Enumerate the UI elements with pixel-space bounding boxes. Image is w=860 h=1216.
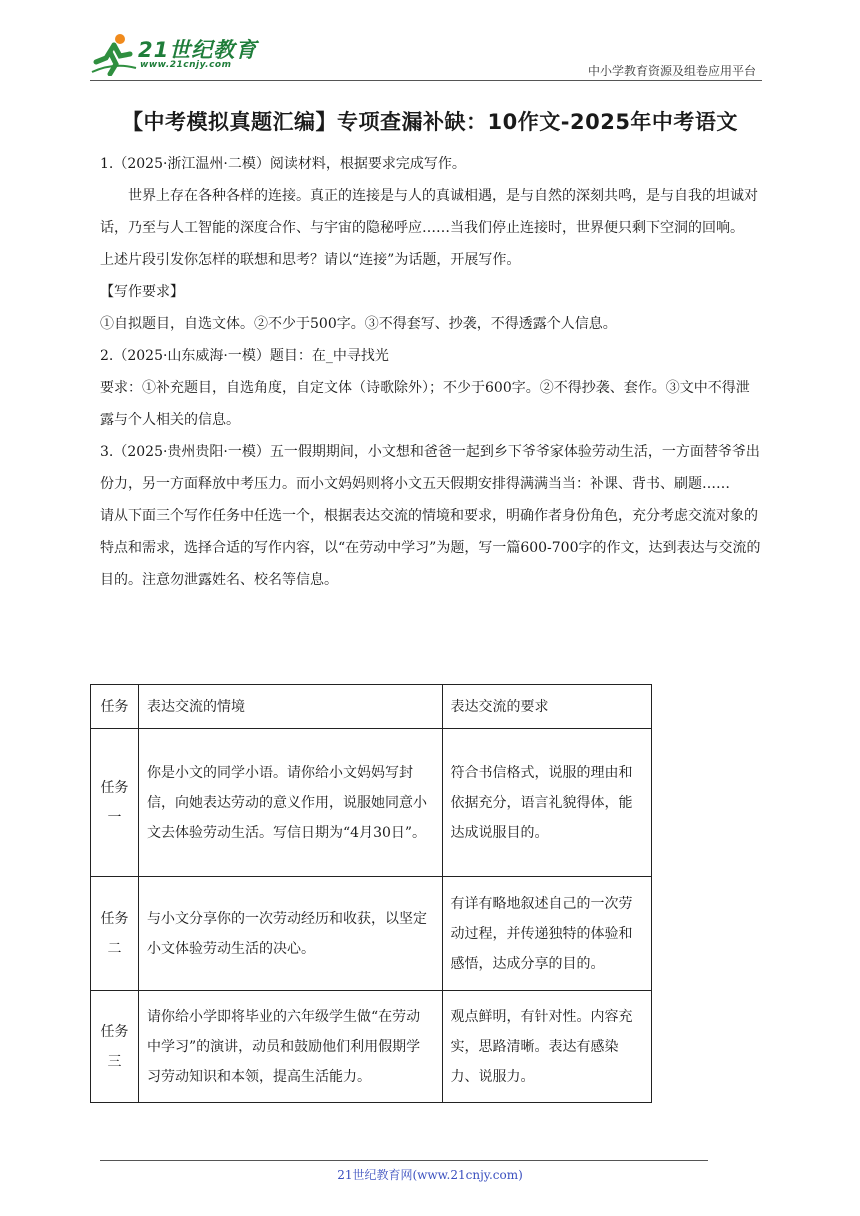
footer-divider: [100, 1160, 708, 1161]
question-3-intro: 3.（2025·贵州贵阳·一模）五一假期期间，小文想和爸爸一起到乡下爷爷家体验劳动生活，一方面替爷爷出份力，另一方面释放中考压力。而小文妈妈则将小文五天假期安排得满满当当：补课、背书、刷题……: [100, 444, 760, 492]
logo-url: www.21cnjy.com: [140, 60, 232, 70]
table-header-row: [91, 685, 652, 729]
question-1-material: 世界上存在各种各样的连接。真正的连接是与人的真诚相遇，是与自然的深刻共鸣，是与自我的坦诚对话，乃至与人工智能的深度合作、与宇宙的隐秘呼应……当我们停止连接时，世界便只剩下空洞的回响。: [100, 188, 758, 236]
table-header-task: 任务: [91, 685, 139, 729]
logo-text: 21世纪教育: [138, 38, 258, 62]
question-1-requirements: ①自拟题目，自选文体。②不少于500字。③不得套写、抄袭，不得透露个人信息。: [100, 316, 617, 332]
table-row: [91, 729, 652, 877]
document-body: [100, 148, 762, 596]
question-3-task-description: 请从下面三个写作任务中任选一个，根据表达交流的情境和要求，明确作者身份角色，充分考虑交流对象的特点和需求，选择合适的写作内容，以“在劳动中学习”为题，写一篇600-700字的作文，达到表达与交流的目的。注意勿泄露姓名、校名等信息。: [100, 508, 761, 588]
footer-text: 21世纪教育网(www.21cnjy.com): [337, 1168, 523, 1182]
question-2-intro: 2.（2025·山东威海·一模）题目：在_中寻找光: [100, 348, 389, 364]
task-table: [90, 684, 652, 1103]
task-label: 任务二: [91, 877, 139, 991]
task-requirement: 观点鲜明，有针对性。内容充实，思路清晰。表达有感染力、说服力。: [442, 991, 652, 1103]
task-requirement: 符合书信格式，说服的理由和依据充分，语言礼貌得体，能达成说服目的。: [442, 729, 652, 877]
question-1-prompt: 上述片段引发你怎样的联想和思考？请以“连接”为话题，开展写作。: [100, 252, 521, 268]
platform-name: 中小学教育资源及组卷应用平台: [587, 64, 756, 78]
table-row: [91, 877, 652, 991]
runner-logo-icon: [90, 32, 138, 76]
table-header-requirement: 表达交流的要求: [442, 685, 652, 729]
question-1-intro: 1.（2025·浙江温州·二模）阅读材料，根据要求完成写作。: [100, 156, 466, 172]
page-title: 【中考模拟真题汇编】专项查漏补缺：10作文-2025年中考语文: [122, 110, 738, 134]
task-label: 任务三: [91, 991, 139, 1103]
question-2-requirements: 要求：①补充题目，自选角度，自定文体（诗歌除外）；不少于600字。②不得抄袭、套作。③文中不得泄露与个人相关的信息。: [100, 380, 750, 428]
task-context: 你是小文的同学小语。请你给小文妈妈写封信，向她表达劳动的意义作用，说服她同意小文去体验劳动生活。写信日期为“4月30日”。: [139, 729, 442, 877]
logo: [90, 32, 260, 76]
task-context: 与小文分享你的一次劳动经历和收获，以坚定小文体验劳动生活的决心。: [139, 877, 442, 991]
question-1-requirement-title: 【写作要求】: [100, 284, 184, 300]
page-header: [90, 30, 762, 81]
table-header-context: 表达交流的情境: [139, 685, 442, 729]
task-label: 任务一: [91, 729, 139, 877]
task-requirement: 有详有略地叙述自己的一次劳动过程，并传递独特的体验和感悟，达成分享的目的。: [442, 877, 652, 991]
task-context: 请你给小学即将毕业的六年级学生做“在劳动中学习”的演讲，动员和鼓励他们利用假期学习劳动知识和本领，提高生活能力。: [139, 991, 442, 1103]
table-row: [91, 991, 652, 1103]
